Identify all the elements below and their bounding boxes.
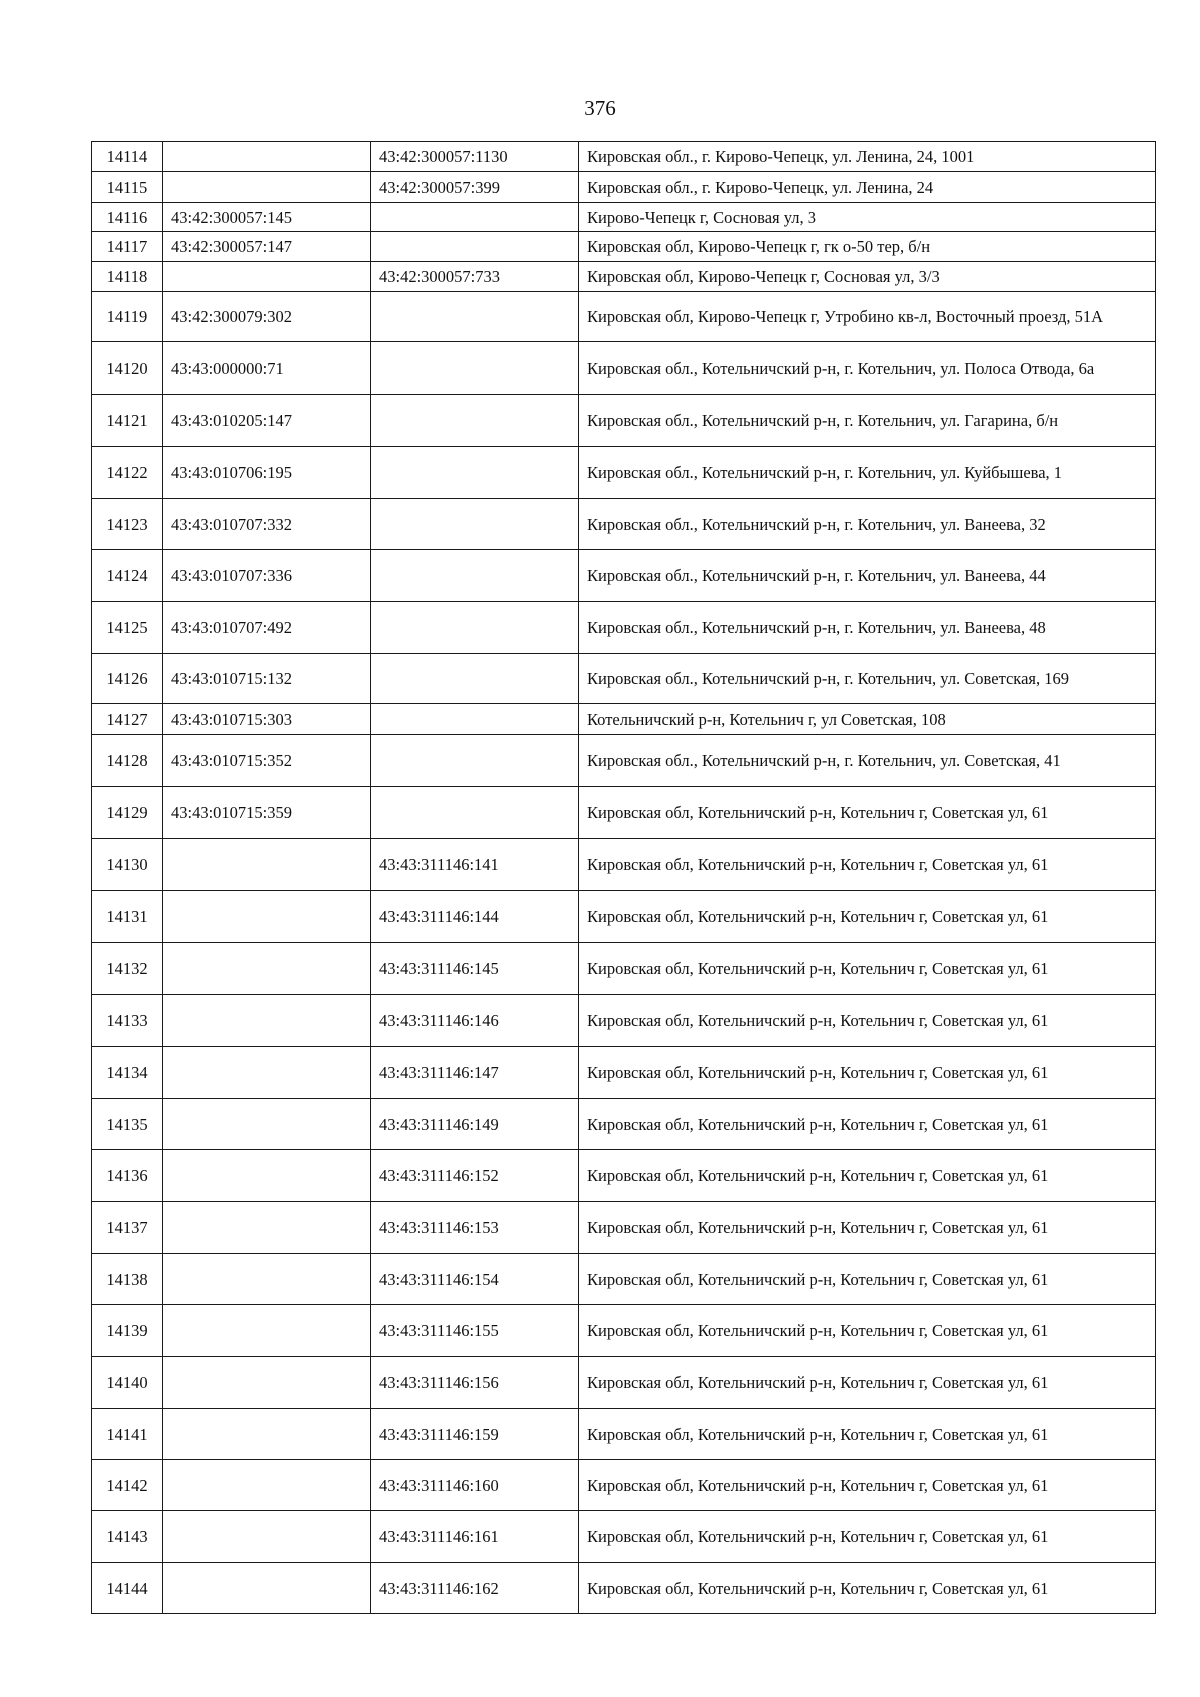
row-number: 14132 <box>92 943 163 995</box>
cadastral-number-a <box>163 1563 371 1614</box>
address-cell: Кирово-Чепецк г, Сосновая ул, 3 <box>579 203 1156 232</box>
cadastral-number-b: 43:42:300057:399 <box>371 172 579 203</box>
cadastral-number-a: 43:42:300057:145 <box>163 203 371 232</box>
row-number: 14144 <box>92 1563 163 1614</box>
row-number: 14121 <box>92 395 163 447</box>
cadastral-number-a <box>163 1409 371 1460</box>
table-row <box>92 995 1156 1047</box>
cadastral-number-b: 43:42:300057:1130 <box>371 142 579 172</box>
cadastral-number-a: 43:43:010707:492 <box>163 602 371 654</box>
row-number: 14143 <box>92 1511 163 1563</box>
table-row <box>92 704 1156 735</box>
address-cell: Кировская обл, Котельничский р-н, Котельнич г, Советская ул, 61 <box>579 943 1156 995</box>
table-row <box>92 292 1156 342</box>
address-cell: Кировская обл, Котельничский р-н, Котельнич г, Советская ул, 61 <box>579 839 1156 891</box>
cadastral-number-b <box>371 602 579 654</box>
cadastral-number-b <box>371 550 579 602</box>
table-row <box>92 172 1156 203</box>
cadastral-number-a <box>163 172 371 203</box>
cadastral-number-b: 43:42:300057:733 <box>371 262 579 292</box>
cadastral-number-b <box>371 342 579 395</box>
cadastral-number-b: 43:43:311146:159 <box>371 1409 579 1460</box>
cadastral-number-a <box>163 1357 371 1409</box>
row-number: 14142 <box>92 1460 163 1511</box>
table-row <box>92 654 1156 704</box>
row-number: 14135 <box>92 1099 163 1150</box>
row-number: 14124 <box>92 550 163 602</box>
page-number: 376 <box>584 96 616 120</box>
cadastral-number-a <box>163 943 371 995</box>
cadastral-number-a <box>163 142 371 172</box>
row-number: 14119 <box>92 292 163 342</box>
table-row <box>92 1150 1156 1202</box>
cadastral-number-a <box>163 995 371 1047</box>
table-row <box>92 943 1156 995</box>
registry-table-body <box>92 142 1156 1614</box>
row-number: 14125 <box>92 602 163 654</box>
row-number: 14137 <box>92 1202 163 1254</box>
cadastral-number-b <box>371 447 579 499</box>
cadastral-number-b <box>371 232 579 262</box>
table-row <box>92 735 1156 787</box>
address-cell: Кировская обл, Котельничский р-н, Котельнич г, Советская ул, 61 <box>579 1202 1156 1254</box>
row-number: 14116 <box>92 203 163 232</box>
row-number: 14120 <box>92 342 163 395</box>
cadastral-number-b: 43:43:311146:152 <box>371 1150 579 1202</box>
cadastral-number-b: 43:43:311146:153 <box>371 1202 579 1254</box>
table-row <box>92 839 1156 891</box>
cadastral-number-b: 43:43:311146:156 <box>371 1357 579 1409</box>
table-row <box>92 1202 1156 1254</box>
table-row <box>92 1409 1156 1460</box>
row-number: 14134 <box>92 1047 163 1099</box>
table-row <box>92 891 1156 943</box>
table-row <box>92 1357 1156 1409</box>
address-cell: Кировская обл, Котельничский р-н, Котельнич г, Советская ул, 61 <box>579 1047 1156 1099</box>
cadastral-number-a <box>163 1099 371 1150</box>
table-row <box>92 1460 1156 1511</box>
cadastral-number-a: 43:43:010706:195 <box>163 447 371 499</box>
table-row <box>92 342 1156 395</box>
address-cell: Кировская обл, Котельничский р-н, Котельнич г, Советская ул, 61 <box>579 995 1156 1047</box>
table-row <box>92 232 1156 262</box>
cadastral-number-a: 43:42:300057:147 <box>163 232 371 262</box>
cadastral-number-a: 43:43:010707:332 <box>163 499 371 550</box>
registry-table <box>91 141 1156 1614</box>
table-row <box>92 203 1156 232</box>
table-row <box>92 1511 1156 1563</box>
cadastral-number-b: 43:43:311146:146 <box>371 995 579 1047</box>
table-row <box>92 499 1156 550</box>
row-number: 14130 <box>92 839 163 891</box>
row-number: 14140 <box>92 1357 163 1409</box>
cadastral-number-a: 43:43:010715:303 <box>163 704 371 735</box>
cadastral-number-b <box>371 499 579 550</box>
row-number: 14136 <box>92 1150 163 1202</box>
row-number: 14122 <box>92 447 163 499</box>
row-number: 14141 <box>92 1409 163 1460</box>
cadastral-number-b: 43:43:311146:141 <box>371 839 579 891</box>
address-cell: Кировская обл, Кирово-Чепецк г, Утробино кв-л, Восточный проезд, 51А <box>579 292 1156 342</box>
cadastral-number-b: 43:43:311146:161 <box>371 1511 579 1563</box>
table-row <box>92 142 1156 172</box>
cadastral-number-a <box>163 1254 371 1305</box>
cadastral-number-a <box>163 839 371 891</box>
address-cell: Кировская обл, Котельничский р-н, Котельнич г, Советская ул, 61 <box>579 1563 1156 1614</box>
table-row <box>92 787 1156 839</box>
address-cell: Кировская обл, Котельничский р-н, Котельнич г, Советская ул, 61 <box>579 1099 1156 1150</box>
table-row <box>92 1563 1156 1614</box>
address-cell: Кировская обл., г. Кирово-Чепецк, ул. Ленина, 24, 1001 <box>579 142 1156 172</box>
table-row <box>92 395 1156 447</box>
cadastral-number-b: 43:43:311146:147 <box>371 1047 579 1099</box>
cadastral-number-b <box>371 654 579 704</box>
row-number: 14128 <box>92 735 163 787</box>
table-row <box>92 550 1156 602</box>
row-number: 14131 <box>92 891 163 943</box>
address-cell: Кировская обл, Котельничский р-н, Котельнич г, Советская ул, 61 <box>579 1150 1156 1202</box>
row-number: 14117 <box>92 232 163 262</box>
cadastral-number-b <box>371 292 579 342</box>
address-cell: Кировская обл, Котельничский р-н, Котельнич г, Советская ул, 61 <box>579 1511 1156 1563</box>
address-cell: Кировская обл, Котельничский р-н, Котельнич г, Советская ул, 61 <box>579 1409 1156 1460</box>
address-cell: Кировская обл, Кирово-Чепецк г, гк о-50 тер, б/н <box>579 232 1156 262</box>
cadastral-number-b: 43:43:311146:162 <box>371 1563 579 1614</box>
cadastral-number-b <box>371 395 579 447</box>
address-cell: Кировская обл, Котельничский р-н, Котельнич г, Советская ул, 61 <box>579 1254 1156 1305</box>
cadastral-number-a: 43:43:010205:147 <box>163 395 371 447</box>
cadastral-number-a: 43:43:010715:352 <box>163 735 371 787</box>
row-number: 14138 <box>92 1254 163 1305</box>
cadastral-number-a <box>163 1150 371 1202</box>
cadastral-number-a: 43:43:010715:359 <box>163 787 371 839</box>
address-cell: Кировская обл., Котельничский р-н, г. Котельнич, ул. Ванеева, 44 <box>579 550 1156 602</box>
table-row <box>92 1254 1156 1305</box>
row-number: 14114 <box>92 142 163 172</box>
cadastral-number-b: 43:43:311146:149 <box>371 1099 579 1150</box>
cadastral-number-a: 43:43:000000:71 <box>163 342 371 395</box>
row-number: 14118 <box>92 262 163 292</box>
row-number: 14115 <box>92 172 163 203</box>
address-cell: Кировская обл, Кирово-Чепецк г, Сосновая ул, 3/3 <box>579 262 1156 292</box>
address-cell: Кировская обл., г. Кирово-Чепецк, ул. Ленина, 24 <box>579 172 1156 203</box>
table-row <box>92 1099 1156 1150</box>
address-cell: Кировская обл., Котельничский р-н, г. Котельнич, ул. Ванеева, 48 <box>579 602 1156 654</box>
cadastral-number-a: 43:43:010715:132 <box>163 654 371 704</box>
cadastral-number-b <box>371 203 579 232</box>
address-cell: Кировская обл., Котельничский р-н, г. Котельнич, ул. Ванеева, 32 <box>579 499 1156 550</box>
row-number: 14129 <box>92 787 163 839</box>
address-cell: Кировская обл., Котельничский р-н, г. Котельнич, ул. Советская, 169 <box>579 654 1156 704</box>
address-cell: Кировская обл, Котельничский р-н, Котельнич г, Советская ул, 61 <box>579 787 1156 839</box>
row-number: 14133 <box>92 995 163 1047</box>
row-number: 14126 <box>92 654 163 704</box>
address-cell: Кировская обл, Котельничский р-н, Котельнич г, Советская ул, 61 <box>579 891 1156 943</box>
cadastral-number-a <box>163 262 371 292</box>
address-cell: Кировская обл, Котельничский р-н, Котельнич г, Советская ул, 61 <box>579 1460 1156 1511</box>
cadastral-number-a <box>163 1460 371 1511</box>
cadastral-number-a <box>163 1511 371 1563</box>
address-cell: Кировская обл., Котельничский р-н, г. Котельнич, ул. Полоса Отвода, 6а <box>579 342 1156 395</box>
cadastral-number-b <box>371 787 579 839</box>
cadastral-number-b: 43:43:311146:144 <box>371 891 579 943</box>
address-cell: Котельничский р-н, Котельнич г, ул Советская, 108 <box>579 704 1156 735</box>
cadastral-number-b: 43:43:311146:160 <box>371 1460 579 1511</box>
row-number: 14139 <box>92 1305 163 1357</box>
cadastral-number-a <box>163 1202 371 1254</box>
address-cell: Кировская обл., Котельничский р-н, г. Котельнич, ул. Советская, 41 <box>579 735 1156 787</box>
cadastral-number-a: 43:42:300079:302 <box>163 292 371 342</box>
table-row <box>92 1305 1156 1357</box>
table-row <box>92 262 1156 292</box>
cadastral-number-b: 43:43:311146:154 <box>371 1254 579 1305</box>
table-row <box>92 447 1156 499</box>
cadastral-number-b <box>371 704 579 735</box>
row-number: 14123 <box>92 499 163 550</box>
address-cell: Кировская обл., Котельничский р-н, г. Котельнич, ул. Куйбышева, 1 <box>579 447 1156 499</box>
cadastral-number-b: 43:43:311146:145 <box>371 943 579 995</box>
address-cell: Кировская обл, Котельничский р-н, Котельнич г, Советская ул, 61 <box>579 1357 1156 1409</box>
table-row <box>92 1047 1156 1099</box>
row-number: 14127 <box>92 704 163 735</box>
table-row <box>92 602 1156 654</box>
cadastral-number-a <box>163 1047 371 1099</box>
cadastral-number-a <box>163 891 371 943</box>
address-cell: Кировская обл., Котельничский р-н, г. Котельнич, ул. Гагарина, б/н <box>579 395 1156 447</box>
address-cell: Кировская обл, Котельничский р-н, Котельнич г, Советская ул, 61 <box>579 1305 1156 1357</box>
cadastral-number-b: 43:43:311146:155 <box>371 1305 579 1357</box>
cadastral-number-a <box>163 1305 371 1357</box>
cadastral-number-b <box>371 735 579 787</box>
cadastral-number-a: 43:43:010707:336 <box>163 550 371 602</box>
